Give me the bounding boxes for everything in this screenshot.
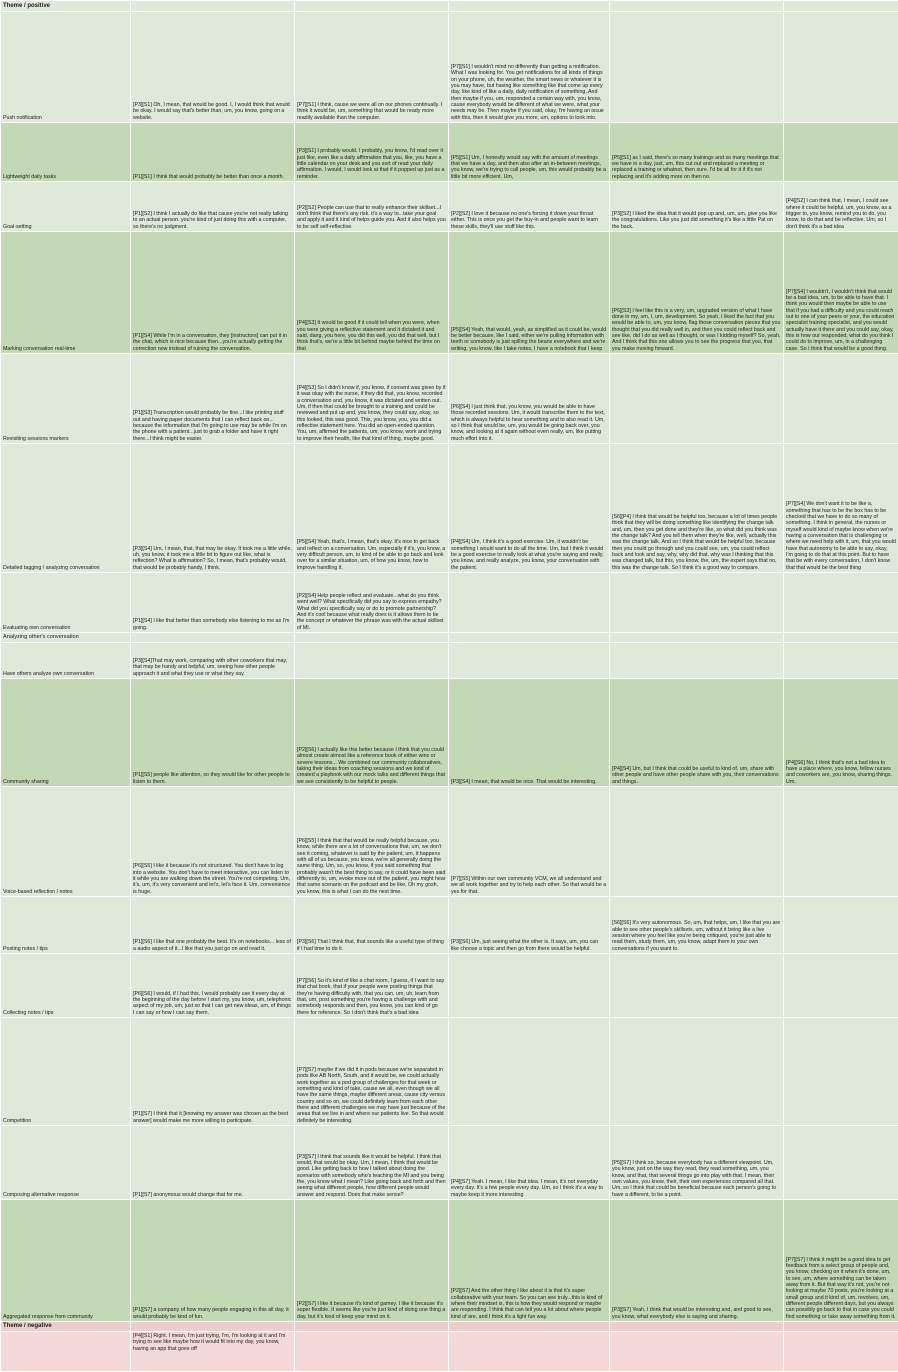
theme-label: Community sharing [1, 679, 131, 787]
quote-cell [449, 1332, 610, 1372]
quote-cell: [P3][S1] Oh, I mean, that would be good. I, I would think that would be okay. I would say that's better than, um, you know, going on a website. [131, 12, 295, 123]
theme-label [1, 1332, 131, 1372]
table-row [1, 643, 898, 679]
quote-cell: [P2][S2] People can use that to really enhance their skillset...I don't think that there's any risk. it's a way to...take your goal and apply it and it kind of helps guide you. And it also helps you to be self self-reflective. [295, 182, 449, 232]
quote-cell [610, 573, 784, 633]
quote-cell [784, 1018, 898, 1126]
theme-label: Competition [1, 1018, 131, 1126]
theme-label: Lightweight daily tasks [1, 123, 131, 182]
quote-cell [784, 12, 898, 123]
table-row [1, 354, 898, 444]
quote-cell: [P4][S3] So I didn't know if, you know, if consent was given by if it was okay with the nurse, if they did that, you know, recorded a conversation and, you know, it was dictated and written out. Um, if then that could be brought to a training and could be reviewed and put up and, you know, they could say, okay, so this looked, this was good. This, you know, you, you did a reflective statement here. You did an open-ended question. You, um, affirmed the patients, um, you know, work and trying to improve their health, like that kind of thing, maybe good. [295, 354, 449, 444]
quote-cell: [P5][S1] as I said, there's so many trainings and so many meetings that we have in a day, just, um, this cut out and replaced a meeting or replaced a training or whatnot, then sure. I'd be all for it if it's not replacing and it's adding more on then no. [610, 123, 784, 182]
quote-cell [610, 12, 784, 123]
quote-cell [610, 643, 784, 679]
table-row [1, 787, 898, 897]
theme-label: Voice-based reflection / notes [1, 787, 131, 897]
section-header [1, 1322, 898, 1332]
quote-cell: [P1][S4] I like that better than somebody else listening to me as I'm going. [131, 573, 295, 633]
quote-cell: [P4][S2] I can think that, I mean, I could see where it could be helpful, um, you know, as a trigger to, you know, remind you to do, you know, to do that and be reflective. Um, so I don't think it's a bad idea [784, 182, 898, 232]
quote-cell [610, 954, 784, 1018]
quote-cell [610, 1018, 784, 1126]
quote-cell [449, 643, 610, 679]
quote-cell: [P4][S7] Yeah. I mean, I like that idea. I mean, it's not everyday every day. It's a few people every day. Um, so I think it's a way to maybe keep it more interesting [449, 1126, 610, 1200]
table-row [1, 897, 898, 954]
quote-cell [784, 954, 898, 1018]
section-title: Theme / negative [1, 1322, 131, 1332]
quote-cell: [P7][S7] maybe if we did it in pods because we're separated in pods like AB North, South, and it would be, we could actually work together as a pod group of challenges for that week or something and kind of take, cause we all, even though we all have the same things, maybe different areas, cause city versus country and so on, we could definitely learn from each other there and different challenges we may have just because of the areas that we live in and where our patients live. So that would definitely be interesting. [295, 1018, 449, 1126]
quote-cell: [P1][S4] While I'm in a conversation, they [instructors] can put it in the chat, which is nice because then...you're actually getting the correction now instead of ruining the conversation. [131, 232, 295, 354]
quote-cell: [P7][S5] Within our own community VCM, we all understand and we all work together and try to help each other. So that would be a yes for that. [449, 787, 610, 897]
quote-cell [784, 1332, 898, 1372]
table-row [1, 444, 898, 573]
quote-cell: [P1][S2] I think I actually do like that cause you're not really talking to an actual person. you're kind of just doing this with a computer, so there's no judgment. [131, 182, 295, 232]
table-row [1, 573, 898, 633]
quote-cell: [P3][S1] I probably would. I probably, you know, I'd read over it just like, even like a daily affirmation that you, like, you have a little calendar on your desk and you sort of read your daily affirmation. I would, I would look at that if it popped up just as a reminder. [295, 123, 449, 182]
quote-cell: [P3][S7] I think that sounds like it would be helpful. I think that would, that would be okay. Um, I mean, I think that would be good. Like getting back to how I talked about doing the scenarios with somebody who's teaching the MI and you being the, you know what I mean? Like going back and forth and then seeing what different people, how different people would answer and respond. Does that make sense? [295, 1126, 449, 1200]
quote-cell: [P7][S7] I think it might be a good idea to get feedback from a select group of people and, you know, checking on it when it's done, um, to see, um, where something can be taken away from it. But that way it's not, you're not looking at maybe 70 posts, you're looking at a small group and it kind of, um, revolves, um, different people different days, but you always can possibly go back to that in case you could find something or take away something from it. [784, 1200, 898, 1322]
quote-cell: [P2][S7] I like it because it's kind of gamey. I like it because it's super flexible. It seems like you're just kind of doing one thing a day, but it's kind of keep your mind on it. [295, 1200, 449, 1322]
quote-cell: [P1][S7] a company of how many people engaging in this all day, it would probably be kind of fun. [131, 1200, 295, 1322]
quote-cell: [P2][S2] I love it because no one's forcing it down your throat either. This is once you get the buy-in and people want to learn these skills, they'll use stuff like this. [449, 182, 610, 232]
quote-cell: [P1][S1] I think that would probably be better than once a month. [131, 123, 295, 182]
table-row [1, 954, 898, 1018]
table-row [1, 12, 898, 123]
theme-label: Marking conversation real-time [1, 232, 131, 354]
quote-cell: [P7][S1] I think, cause we were all on our phones continually. I think it would be, um, something that would be ready more readily available than the computer. [295, 12, 449, 123]
theme-label: Aggregated response from community [1, 1200, 131, 1322]
quote-cell [784, 1126, 898, 1200]
section-title: Analyzing other's conversation [1, 633, 131, 643]
quote-cell [784, 354, 898, 444]
quote-cell: [P1][S5] people like attention, so they would like for other people to listen to them. [131, 679, 295, 787]
quote-cell: [P6][S4] I just think that, you know, you would be able to have those recorded sessions. Um, it would transcribe them to the text, which is always helpful to hear something and to also read it. Um, so I think that would be, um, you would be going back over, you know, and looking at it again without even really, um, like putting much effort into it. [449, 354, 610, 444]
quote-cell [610, 787, 784, 897]
table-row [1, 1018, 898, 1126]
theme-label: Posting notes / tips [1, 897, 131, 954]
quote-cell: [P4][S6] No, I think that's not a bad idea to have a place where, you know, fellow nurses and coworkers are, you know, sharing things. Um, [784, 679, 898, 787]
quote-cell: [P4][S3] It would be good if it could tell when you were, when you were giving a reflective statement and it dictated it and said, dang, you here, you did this well, you did that well, but I think that's, we're a little bit behind maybe behind the time on that [295, 232, 449, 354]
quote-cell [295, 1332, 449, 1372]
theme-label: Detailed tagging / analyzing conversation [1, 444, 131, 573]
quote-cell: [P1][S7] anonymous would change that for me. [131, 1126, 295, 1200]
quote-cell: [P6][S6] I would, if I had this, I would probably use it every day at the beginning of the day before I start my, you know, um, telephonic aspect of my job, um, just so that I can get new ideas, um, of things I can say or how I can say them. [131, 954, 295, 1018]
table-row [1, 1200, 898, 1322]
quote-cell: [P7][S4] We don't want it to be like a, something that has to be the box has to be checked that we have to do so many of something. I think in general, the nurses or myself would kind of maybe know when we're having a conversation that is challenging or where we need help with it, um, that you would have that autonomy to be able to say, okay, I'm going to do that at this point. But to have that be with every conversation, I don't know that that would be the best thing [784, 444, 898, 573]
quote-cell: [P2][S4] Help people reflect and evaluate...what do you think went well? What specifically did you say to express empathy? What did you specifically say or do to promote partnership? And it's cool because what really does is it allows them to tie the concept or whatever the phrase was with the actual skillset of MI. [295, 573, 449, 633]
quote-cell: [P3][S2] I liked the idea that it would pop up and, um, um, give you like the congratulations. Like you just did something it's like a little Pat on the back. [610, 182, 784, 232]
section-title: Theme / positive [1, 1, 131, 12]
quote-cell [784, 897, 898, 954]
quote-cell [784, 787, 898, 897]
quote-cell: [P3][S4] Um, I mean, that, that may be okay. It took me a little while, uh, you know, it took me a little bit to figure out like, what is reflection? What is affirmation? So, I mean, that's probably would, that would be probably handy, I think. [131, 444, 295, 573]
quote-cell [784, 643, 898, 679]
quote-cell: [P3][S6] Um, just seeing what the other is. It says, um, you can like choose a topic and then go from there would be helpful. [449, 897, 610, 954]
quote-cell: [P6][S5] I think that that would be really helpful because, you know, while there are a lot of conversations that, um, we don't see it coming, whatever is said by the patient, um, it happens with all of us because, you know, we're all generally doing the same thing. Um, so, you know, if you said something that probably wasn't the best thing to say, or it could have been said differently to, um, evoke more out of the patient, you might hear that same scenario on the podcast and be like, Oh my gosh, you know, this is what I can do the next time. [295, 787, 449, 897]
quote-cell: [P2][S7] And the other thing I like about it is that it's super collaborative with your team. So you can see truly...this is kind of where their mindset is, this is how they would respond or maybe are responding. I think that can tell you a lot about where people kind of are, and I think it's a light fun way. [449, 1200, 610, 1322]
table-row [1, 123, 898, 182]
section-header [1, 633, 898, 643]
quote-cell: [P5][S1] Um, I honestly would say with the amount of meetings that we have a day, and then also after an in-between meetings, you know, we're trying to call people, um, this would probably be a little bit more efficient. Um, [449, 123, 610, 182]
table-row [1, 1126, 898, 1200]
quote-cell: [P3][S4] I mean, that would be nice. That would be interesting. [449, 679, 610, 787]
quote-cell [784, 573, 898, 633]
table-row [1, 182, 898, 232]
quote-cell: [S6][S6] It's very autonomous. So, um, that helps, um, I like that you are able to see other people's skillsets, um, without it being like a live session where you feel like you're being critiqued, you're just able to read them, study them, um, you know, adapt them to your own conversations if you want to. [610, 897, 784, 954]
table-row [1, 679, 898, 787]
quote-cell: [P7][S1] I wouldn't mind no differently than getting a notification. What I was looking for. You get notifications for all kinds of things on your phone, uh, the weather, the smart news or whatever it is you may have, but having like something like that come up every day, like kind of like a daily, daily notification of something. And then maybe if you, um, responded a certain way with, you know, cause everybody would be different of what we were, what your needs may be. Then maybe if you said, okay, I'm having an issue with this, then it would give you more, um, options to look into. [449, 12, 610, 123]
quote-cell: [P3][S7] Yeah, I think that would be interesting and, and good to see, you know, what everybody else is saying and sharing. [610, 1200, 784, 1322]
quote-cell: [P7][S6] So it's kind of like a chat room, I guess, if I want to say that chat book, that if your people were posting things that they're having difficulty with, that you can, um, uh, learn from that, um, post something you're having a challenge with and somebody responds and then, you know, you can kind of go there for reference. So I don't think that's a bad idea [295, 954, 449, 1018]
theme-label: Evaluating own conversation [1, 573, 131, 633]
quote-cell: [P1][S6] I like that one probably the best. It's on notebooks... less of a audio aspect of it...I like that you just go on and read it. [131, 897, 295, 954]
quote-cell: [P4][S4] Um, but I think that could be useful to kind of, um, share with other people and have other people share with you, their conversations and things. [610, 679, 784, 787]
theme-label: Have others analyze own conversation [1, 643, 131, 679]
quote-cell: [P6][S3] I feel like this is a very, um, upgraded version of what I have done in my, um, I, um, development. So yeah, I liked the fact that you would be able to, um, you know, flag those conversation pieces that you thought that you did really well in, and then you could reflect back and see like, did I do as well as I thought, or was I kidding myself? So, yeah. And I think that this one allows you to see the progress that you, that you make moving forward. [610, 232, 784, 354]
quote-cell: [P4][S1] Right. I mean, I'm just trying, I'm, I'm looking at it and I'm trying to see like maybe how it would fit into my day, you know, having an app that goes off [131, 1332, 295, 1372]
quote-cell: [P3][S4]That may work, comparing with other coworkers that may, that may be handy and helpful, um, seeing how other people approach it and what they use or what they say. [131, 643, 295, 679]
quote-cell [449, 1018, 610, 1126]
quote-cell: [P5][S7] I think so, because everybody has a different viewpoint. Um, you know, just on the way they read, they read something, um, you know, and that, that several things go into play with that. I mean, their own values, you know, their, their own experiences compared all that. Um, so I think that could be beneficial because each person's going to have a different, to be a point. [610, 1126, 784, 1200]
quote-cell: [P4][S4] Um, I think it's a good exercise. Um, it wouldn't be something I would want to do all the time. Um, but I think it would be a good exercise to really look at what you're saying and really, you know, and really analyze, you know, your conversation with the patient. [449, 444, 610, 573]
quote-cell: [P1][S3] Transcription would probably be fine...I like printing stuff out and having paper documents that I can reflect back on... because the information that I'm going to use may be while I'm on the phone with a patient...just to grab a folder and have it right there...I think might be easier. [131, 354, 295, 444]
quote-cell [449, 573, 610, 633]
quote-cell [610, 354, 784, 444]
table-row [1, 232, 898, 354]
quote-cell: [P5][S4] Yeah, that's, I mean, that's okay. It's nice to get back and reflect on a conversation. Um, especially if it's, you know, a very difficult person, um, to kind of be able to go back and look over for a similar situation, um, of how you know, how to improve handling it. [295, 444, 449, 573]
theme-label: Collecting notes / tips [1, 954, 131, 1018]
quote-cell [295, 643, 449, 679]
theme-label: Push notification [1, 12, 131, 123]
theme-label: Goal-setting [1, 182, 131, 232]
quote-cell: [P6][S5] I like it because it's not structured. You don't have to log into a website. You don't have to meet interactive, you can listen to it while you are walking down the street. You're not competing. Um, it's, um, it's very convenient and let's, let's face it. Um, convenience is huge. [131, 787, 295, 897]
theme-label: Composing alternative response [1, 1126, 131, 1200]
quote-cell: [P7][S4] I wouldn't, I wouldn't think that would be a bad idea, um, to be able to have that. I think you would then maybe be able to use that if you had a difficulty and you could reach out to one of your peers or your, the education specialist training specialist, and you would actually have it there and you could say, okay, this is how our responded, what do you think I could do to improve, um, in a challenging case. So I think that would be a good thing. [784, 232, 898, 354]
table-row [1, 1332, 898, 1372]
theme-label: Revisiting sessions markers [1, 354, 131, 444]
quote-cell: [P2][S6] I actually like this better because I think that you could almost create almost like a reference book of either wins or severe lessons... We combined our community collaboratives, taking their ideas from coaching sessions and we kind of created a playbook with our mock talks and different things that we see consistently to be helpful to people. [295, 679, 449, 787]
quote-cell [784, 123, 898, 182]
quote-cell: [P3][S6] That I think that, that sounds like a useful type of thing if I had time to do it. [295, 897, 449, 954]
quote-cell: [S6][P4] I think that would be helpful too, because a lot of times people think that they will be doing something like identifying the change talk and, um, then you get done and they're like, so what did you think was the change talk? And you tell them when they're like, well, actually this was the change talk. And so I think that would be helpful too, because then you could go through and you could see, um, you could reflect back and look and say, why, why did that, why was I thinking that this was changed talk, but this, you know, the, um, the expert says that no, this was the change talk. So I think it's a good way to compare. [610, 444, 784, 573]
section-header [1, 1, 898, 12]
quote-cell: [P5][S4] Yeah, that would, yeah, as simplified as it could be, would be better because, like I said, either we're pulling information with teeth or somebody is just spilling the beans everywhere and we're writing, you know, like I take notes, I have a notebook that I keep [449, 232, 610, 354]
quote-cell [610, 1332, 784, 1372]
quote-cell [449, 954, 610, 1018]
quote-cell: [P1][S7] I think that it [knowing my answer was chosen as the best answer] would make me more willing to participate. [131, 1018, 295, 1126]
